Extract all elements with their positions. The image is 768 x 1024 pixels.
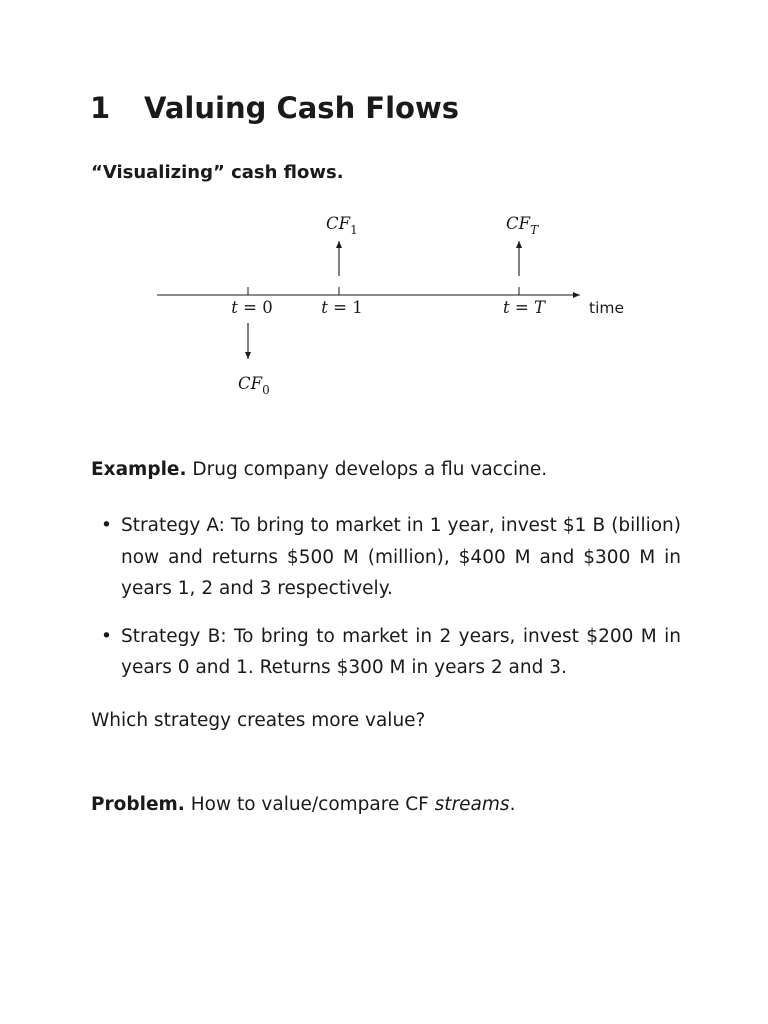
cash-flow-label-0-sub: 0 [262, 383, 270, 397]
cash-flow-label-1 [326, 214, 358, 237]
cash-flow-timeline-diagram [0, 0, 768, 420]
tick-label-t0-eq: = [237, 298, 263, 317]
cash-flow-label-T-sub: T [530, 223, 539, 237]
tick-label-t1-eq: = [327, 298, 353, 317]
tick-label-t1 [321, 298, 362, 317]
tick-label-t0-val: 0 [262, 298, 273, 317]
problem-text-after: . [509, 794, 516, 815]
strategy-list [101, 510, 681, 700]
question-paragraph: Which strategy creates more value? [91, 710, 426, 731]
tick-label-tT-eq: = [509, 298, 534, 317]
tick-label-tT [503, 298, 547, 317]
cash-flow-label-T-base: CF [506, 214, 531, 233]
tick-label-t0-var: t [231, 298, 238, 317]
section-number: 1 [90, 91, 111, 125]
tick-label-t1-val: 1 [352, 298, 363, 317]
problem-text-emphasis: streams [434, 794, 510, 815]
example-lead: Example. [91, 459, 187, 480]
strategy-a-item [101, 510, 681, 605]
tick-label-tT-val: T [533, 298, 545, 317]
subheading: “Visualizing” cash flows. [91, 162, 344, 183]
bullet-marker: • [101, 625, 112, 647]
strategy-b-text: Strategy B: To bring to market in 2 years, invest $200 M in years 0 and 1. Returns $300 M in years 2 and 3. [121, 625, 681, 678]
cash-flow-label-0 [238, 374, 270, 397]
cash-flow-label-1-sub: 1 [350, 223, 358, 237]
time-axis-label: time [589, 299, 625, 317]
cash-flow-label-1-base: CF [326, 214, 351, 233]
problem-lead: Problem. [91, 794, 185, 815]
tick-label-t1-var: t [321, 298, 328, 317]
bullet-marker: • [101, 515, 112, 536]
tick-label-t0 [231, 298, 272, 317]
example-text: Drug company develops a flu vaccine. [186, 459, 548, 480]
strategy-a-text: Strategy A: To bring to market in 1 year, invest $1 B (billion) now and returns $500 M (million), $400 M and $300 M in years 1, 2 and 3 respectively. [121, 515, 681, 599]
cash-flow-label-T [506, 214, 539, 237]
tick-label-tT-var: t [503, 298, 510, 317]
problem-text-before: How to value/compare CF [184, 794, 435, 815]
strategy-b-item [101, 621, 681, 684]
section-title: Valuing Cash Flows [144, 91, 460, 125]
example-paragraph [91, 454, 681, 486]
cash-flow-label-0-base: CF [238, 374, 263, 393]
problem-paragraph [91, 789, 681, 821]
